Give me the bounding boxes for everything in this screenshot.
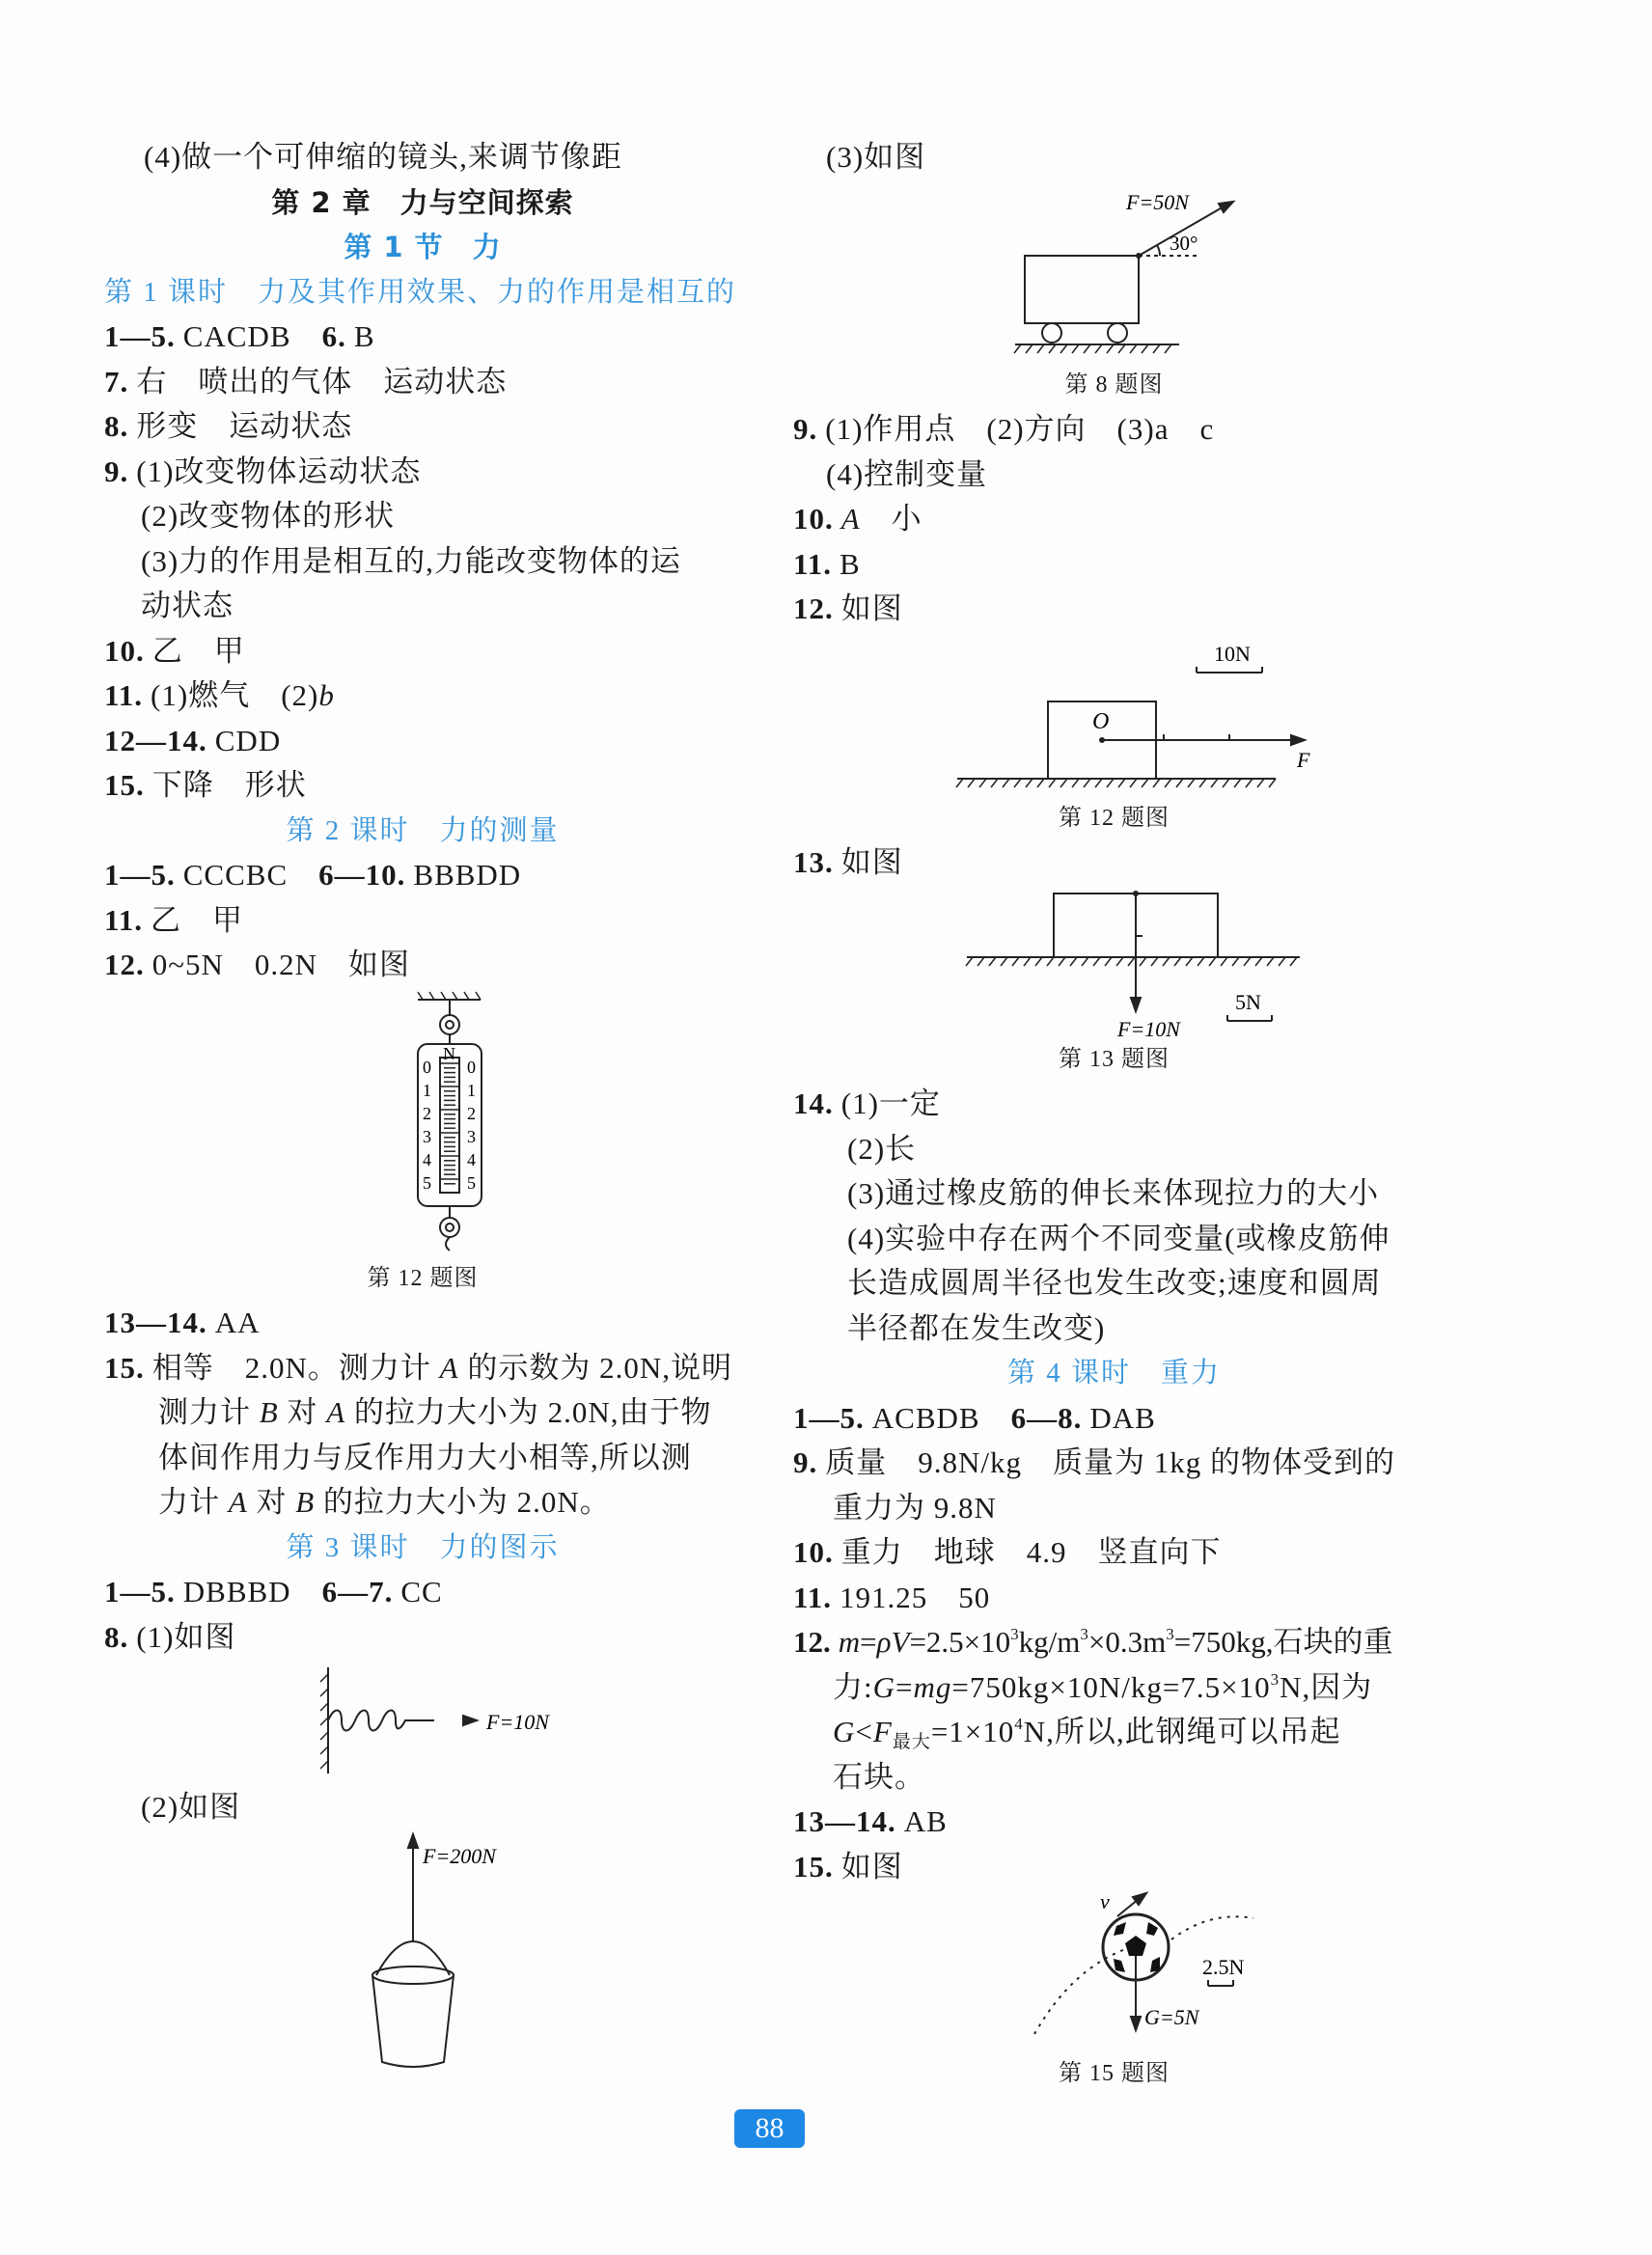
answer-line bbox=[104, 674, 741, 719]
ground-hatch bbox=[1188, 779, 1195, 787]
answer-text: ×0.3m bbox=[1088, 1625, 1167, 1659]
ground-hatch bbox=[1084, 779, 1090, 787]
ground-hatch bbox=[1234, 779, 1241, 787]
answer-line bbox=[793, 1710, 1435, 1755]
answer-text: (3)如图 bbox=[826, 140, 926, 174]
ground-hatch bbox=[1246, 779, 1253, 787]
answer-line bbox=[104, 853, 741, 898]
answer-text: DAB bbox=[1089, 1400, 1156, 1435]
question-number: 9. bbox=[104, 454, 129, 488]
answer-text: B bbox=[353, 319, 375, 353]
lesson-title: 第 4 课时 重力 bbox=[1006, 1358, 1221, 1389]
answer-text: mg bbox=[913, 1669, 952, 1704]
answer-line bbox=[104, 1785, 741, 1830]
ground-hatch bbox=[1140, 957, 1146, 966]
ground-hatch bbox=[1105, 957, 1112, 966]
question-number: 7. bbox=[104, 364, 129, 399]
question-number: 12. bbox=[793, 591, 834, 625]
ground-hatch bbox=[1199, 779, 1206, 787]
ground-hatch bbox=[1130, 779, 1137, 787]
answer-text: 体间作用力与反作用力大小相等,所以测 bbox=[158, 1440, 692, 1474]
answer-line bbox=[104, 360, 741, 405]
answer-text: kg/m bbox=[1018, 1625, 1081, 1659]
answer-line bbox=[104, 315, 741, 360]
question-number: 11. bbox=[104, 678, 144, 712]
question-number: 6—10. bbox=[318, 858, 406, 892]
answer-line bbox=[793, 1441, 1435, 1486]
question-number: 10. bbox=[793, 1535, 834, 1569]
scale-label: 1 bbox=[467, 1080, 476, 1100]
question-number: 8. bbox=[104, 409, 129, 443]
answer-text: B bbox=[295, 1485, 316, 1519]
ground-hatch bbox=[1165, 344, 1171, 353]
answer-text: DBBBD bbox=[182, 1575, 322, 1609]
answer-text: 如图 bbox=[840, 591, 903, 625]
question-number: 11. bbox=[104, 902, 144, 937]
answer-text: b bbox=[318, 678, 335, 712]
ground-hatch bbox=[1024, 957, 1031, 966]
question-number: 15. bbox=[104, 768, 145, 802]
answer-line bbox=[104, 135, 741, 180]
answer-text: 3 bbox=[1166, 1625, 1174, 1643]
ground-hatch bbox=[1049, 344, 1056, 353]
ground-hatch bbox=[1118, 779, 1125, 787]
question-number: 10. bbox=[104, 633, 145, 668]
ground-hatch bbox=[1279, 957, 1285, 966]
answer-text: B bbox=[840, 546, 861, 581]
cart-figure bbox=[793, 180, 1435, 363]
ground-hatch bbox=[1060, 344, 1067, 353]
answer-line bbox=[104, 629, 741, 674]
force-label: F bbox=[1297, 747, 1310, 772]
answer-line bbox=[793, 1306, 1435, 1352]
answer-line bbox=[104, 1390, 741, 1436]
ground-hatch bbox=[1072, 344, 1079, 353]
block-pressure-diagram bbox=[793, 886, 1435, 1037]
scale-label: 3 bbox=[423, 1126, 431, 1146]
ground-hatch bbox=[1221, 957, 1227, 966]
answer-text: (4)实验中存在两个不同变量(或橡皮筋伸 bbox=[847, 1221, 1390, 1255]
question-number: 6—7. bbox=[321, 1575, 394, 1609]
answer-line bbox=[104, 584, 741, 629]
answer-text: =1×10 bbox=[930, 1715, 1015, 1748]
ground-hatch bbox=[1107, 779, 1114, 787]
answer-text: ρV bbox=[876, 1625, 910, 1659]
answer-line bbox=[793, 1665, 1435, 1711]
answer-text: 半径都在发生改变) bbox=[847, 1310, 1106, 1345]
answer-text: A bbox=[326, 1395, 346, 1429]
answer-line bbox=[104, 898, 741, 944]
ground-hatch bbox=[1142, 779, 1148, 787]
gravity-label: G=5N bbox=[1144, 2005, 1199, 2029]
answer-text: AA bbox=[214, 1306, 261, 1339]
answer-line bbox=[793, 587, 1435, 632]
bucket-figure bbox=[104, 1830, 741, 2081]
answer-line bbox=[793, 1576, 1435, 1621]
ground-hatch bbox=[1026, 344, 1032, 353]
answer-text: 质量 9.8N/kg 质量为 1kg 的物体受到的 bbox=[825, 1445, 1395, 1479]
question-number: 11. bbox=[793, 546, 833, 581]
scale-label: 5 bbox=[423, 1172, 431, 1193]
ground-hatch bbox=[1130, 344, 1137, 353]
answer-line bbox=[793, 1261, 1435, 1306]
ground-hatch bbox=[1060, 779, 1067, 787]
answer-text: A bbox=[228, 1485, 248, 1519]
answer-text: (4)做一个可伸缩的镜头,来调节像距 bbox=[144, 140, 622, 174]
answer-text: 4 bbox=[1014, 1715, 1024, 1733]
ground-hatch bbox=[1012, 957, 1019, 966]
answer-line bbox=[104, 539, 741, 585]
ground-hatch bbox=[1070, 957, 1077, 966]
figure-caption: 第 12 题图 bbox=[1059, 805, 1170, 831]
ground-hatch bbox=[1142, 344, 1148, 353]
answer-text: G bbox=[833, 1715, 856, 1748]
ground-hatch bbox=[1211, 779, 1218, 787]
question-number: 1—5. bbox=[104, 1575, 176, 1609]
question-number: 9. bbox=[793, 1445, 818, 1479]
answer-text: = bbox=[860, 1625, 877, 1659]
answer-text: A bbox=[840, 502, 861, 536]
answer-text: 乙 甲 bbox=[151, 902, 244, 937]
scale-label: 4 bbox=[467, 1149, 476, 1169]
ground-hatch bbox=[1082, 957, 1088, 966]
scale-label: 4 bbox=[423, 1149, 431, 1169]
figure-caption: 第 15 题图 bbox=[1059, 2061, 1170, 2086]
football-diagram bbox=[793, 1889, 1435, 2051]
ground-hatch bbox=[956, 779, 963, 787]
answer-text: AB bbox=[903, 1804, 948, 1838]
lesson-title: 第 1 课时 力及其作用效果、力的作用是相互的 bbox=[104, 276, 737, 308]
answer-line bbox=[104, 1615, 741, 1661]
question-number: 15. bbox=[793, 1849, 834, 1884]
angle-label: 30° bbox=[1170, 231, 1198, 255]
question-number: 12—14. bbox=[104, 723, 207, 757]
lesson-title: 第 3 课时 力的图示 bbox=[286, 1531, 560, 1563]
ground-hatch bbox=[1072, 779, 1079, 787]
ground-hatch bbox=[1084, 344, 1090, 353]
ground-hatch bbox=[1014, 344, 1021, 353]
answer-line bbox=[793, 135, 1435, 180]
answer-line bbox=[104, 494, 741, 539]
ground-hatch bbox=[1163, 957, 1170, 966]
answer-text: B bbox=[259, 1395, 279, 1429]
answer-text: F bbox=[872, 1715, 893, 1748]
football-figure bbox=[793, 1889, 1435, 2051]
figure-caption: 第 8 题图 bbox=[1064, 371, 1164, 398]
answer-text: CDD bbox=[214, 723, 282, 757]
ground-hatch bbox=[1223, 779, 1229, 787]
question-number: 1—5. bbox=[104, 858, 176, 892]
section-title: 第 1 节 力 bbox=[344, 231, 502, 263]
question-number: 13—14. bbox=[104, 1306, 207, 1339]
answer-text: 对 bbox=[247, 1485, 296, 1519]
answer-text: CACDB bbox=[182, 319, 322, 353]
answer-line bbox=[793, 1800, 1435, 1845]
block-pull-diagram bbox=[793, 632, 1435, 796]
block-pressure-figure bbox=[793, 886, 1435, 1037]
force-label: F=50N bbox=[1126, 189, 1189, 214]
answer-line bbox=[793, 542, 1435, 588]
cart-diagram bbox=[793, 180, 1435, 363]
ground-hatch bbox=[989, 957, 996, 966]
scale-label: 0 bbox=[423, 1057, 431, 1077]
ground-hatch bbox=[1209, 957, 1216, 966]
question-number: 12. bbox=[793, 1625, 831, 1659]
block-pull-figure bbox=[793, 632, 1435, 796]
answer-text: 0~5N 0.2N 如图 bbox=[151, 948, 411, 981]
answer-text: 右 喷出的气体 运动状态 bbox=[136, 364, 508, 399]
scale-label: 0 bbox=[467, 1057, 476, 1077]
answer-text: 长造成圆周半径也发生改变;速度和圆周 bbox=[847, 1266, 1382, 1300]
ground-hatch bbox=[1095, 344, 1102, 353]
spring-force-diagram bbox=[104, 1660, 741, 1785]
question-number: 12. bbox=[104, 948, 145, 981]
ground-hatch bbox=[1151, 957, 1158, 966]
answer-line bbox=[104, 763, 741, 809]
answer-text: A bbox=[439, 1350, 459, 1385]
answer-text: 下降 形状 bbox=[151, 768, 307, 802]
ground-hatch bbox=[1107, 344, 1114, 353]
answer-line bbox=[104, 1436, 741, 1481]
answer-text: =750kg,石块的重 bbox=[1173, 1625, 1393, 1659]
answer-text: 石块。 bbox=[833, 1759, 925, 1794]
answer-text: (1)一定 bbox=[840, 1086, 941, 1120]
answer-text: 测力计 bbox=[158, 1395, 260, 1429]
ground-hatch bbox=[1049, 779, 1056, 787]
ground-hatch bbox=[1001, 957, 1007, 966]
answer-text: G bbox=[872, 1669, 896, 1704]
scale-label: 10N bbox=[1214, 641, 1251, 666]
ground-hatch bbox=[991, 779, 998, 787]
answer-line bbox=[104, 1346, 741, 1391]
question-number: 13. bbox=[793, 845, 834, 879]
answer-line bbox=[104, 1480, 741, 1526]
answer-text: 3 bbox=[1270, 1669, 1280, 1689]
answer-line bbox=[793, 840, 1435, 886]
question-number: 14. bbox=[793, 1086, 834, 1120]
answer-text: 相等 2.0N。测力计 bbox=[151, 1350, 440, 1385]
answer-line bbox=[793, 497, 1435, 542]
force-label: F=200N bbox=[423, 1843, 496, 1868]
ground-hatch bbox=[1059, 957, 1065, 966]
answer-text: 形变 运动状态 bbox=[136, 409, 353, 443]
ground-hatch bbox=[968, 779, 975, 787]
answer-line bbox=[793, 1486, 1435, 1531]
ground-hatch bbox=[979, 779, 986, 787]
ground-hatch bbox=[1257, 779, 1264, 787]
ground-hatch bbox=[1290, 957, 1297, 966]
answer-line bbox=[793, 1396, 1435, 1442]
answer-line bbox=[793, 1127, 1435, 1172]
answer-text: (1)如图 bbox=[136, 1619, 236, 1654]
answer-text: N,因为 bbox=[1280, 1669, 1373, 1704]
force-label: F=10N bbox=[1117, 1016, 1180, 1037]
answer-text: =2.5×10 bbox=[909, 1625, 1011, 1659]
answer-text: 乙 甲 bbox=[151, 633, 245, 668]
question-number: 1—5. bbox=[104, 319, 176, 353]
answer-text: (2)如图 bbox=[141, 1790, 241, 1824]
answer-text: (3)通过橡皮筋的伸长来体现拉力的大小 bbox=[847, 1176, 1380, 1210]
answer-text: =750kg×10N/kg=7.5×10 bbox=[951, 1669, 1271, 1704]
answer-text: m bbox=[838, 1625, 861, 1659]
answer-text: < bbox=[855, 1715, 873, 1748]
ground-hatch bbox=[1128, 957, 1135, 966]
chapter-title: 第 2 章 力与空间探索 bbox=[271, 185, 574, 219]
ground-hatch bbox=[1093, 957, 1100, 966]
answer-line bbox=[793, 1217, 1435, 1262]
scale-label: 2.5N bbox=[1202, 1955, 1245, 1979]
answer-text: 最大 bbox=[892, 1732, 931, 1752]
answer-line bbox=[104, 1301, 741, 1346]
answer-line bbox=[104, 719, 741, 764]
ground-hatch bbox=[1244, 957, 1251, 966]
question-number: 11. bbox=[793, 1580, 833, 1614]
answer-text: (2)改变物体的形状 bbox=[141, 499, 396, 533]
scale-label: 1 bbox=[423, 1080, 431, 1100]
ground-hatch bbox=[1186, 957, 1193, 966]
answer-text: BBBDD bbox=[413, 858, 522, 892]
ground-hatch bbox=[1198, 957, 1204, 966]
answer-text: (1)作用点 (2)方向 (3)a c bbox=[825, 412, 1215, 446]
answer-line bbox=[793, 1845, 1435, 1890]
answer-line bbox=[104, 1570, 741, 1615]
answer-text: 3 bbox=[1080, 1625, 1088, 1643]
answer-line bbox=[104, 404, 741, 450]
answer-text: 3 bbox=[1010, 1625, 1019, 1643]
question-number: 8. bbox=[104, 1619, 129, 1654]
ground-hatch bbox=[1165, 779, 1171, 787]
ground-hatch bbox=[1153, 344, 1160, 353]
answer-text: 的示数为 2.0N,说明 bbox=[458, 1350, 732, 1385]
unit-label: N bbox=[443, 1043, 455, 1063]
question-number: 10. bbox=[793, 502, 834, 536]
answer-text: 对 bbox=[278, 1395, 327, 1429]
answer-line bbox=[793, 1171, 1435, 1217]
ground-hatch bbox=[1174, 957, 1181, 966]
ground-hatch bbox=[1255, 957, 1262, 966]
scale-label: 2 bbox=[467, 1103, 476, 1123]
answer-text: 如图 bbox=[840, 845, 903, 879]
ground-hatch bbox=[1035, 957, 1042, 966]
answer-text: (1)改变物体运动状态 bbox=[136, 454, 422, 488]
origin-label: O bbox=[1092, 708, 1110, 734]
bucket-diagram bbox=[104, 1830, 741, 2081]
spring-scale-diagram bbox=[104, 988, 741, 1256]
left-column bbox=[104, 135, 741, 2081]
scale-label: 3 bbox=[467, 1126, 476, 1146]
answer-line bbox=[104, 450, 741, 495]
answer-text: 191.25 50 bbox=[840, 1580, 991, 1614]
answer-text: (4)控制变量 bbox=[826, 456, 988, 491]
question-number: 6. bbox=[321, 319, 346, 353]
answer-text: 小 bbox=[860, 502, 922, 536]
ground-hatch bbox=[1037, 344, 1044, 353]
ground-hatch bbox=[1014, 779, 1021, 787]
question-number: 9. bbox=[793, 412, 818, 446]
answer-line bbox=[793, 1082, 1435, 1127]
answer-text: 重力为 9.8N bbox=[833, 1490, 997, 1525]
lesson-title: 第 2 课时 力的测量 bbox=[286, 814, 560, 846]
answer-text: 动状态 bbox=[141, 589, 234, 622]
question-number: 15. bbox=[104, 1350, 145, 1385]
answer-text: 的拉力大小为 2.0N,由于物 bbox=[345, 1395, 712, 1429]
scale-label: 2 bbox=[423, 1103, 431, 1123]
answer-text: CC bbox=[400, 1575, 443, 1609]
answer-text: 如图 bbox=[840, 1849, 903, 1884]
ground-hatch bbox=[1153, 779, 1160, 787]
scale-label: 5 bbox=[467, 1172, 476, 1193]
ground-hatch bbox=[1269, 779, 1276, 787]
ground-hatch bbox=[966, 957, 973, 966]
scale-label: 5N bbox=[1235, 989, 1261, 1014]
figure-caption: 第 13 题图 bbox=[1059, 1046, 1170, 1072]
answer-text: (1)燃气 (2) bbox=[151, 678, 319, 712]
answer-text: = bbox=[895, 1669, 914, 1704]
ground-hatch bbox=[1047, 957, 1054, 966]
answer-text: (3)力的作用是相互的,力能改变物体的运 bbox=[141, 543, 681, 578]
spring-scale-figure bbox=[104, 988, 741, 1256]
ground-hatch bbox=[977, 957, 984, 966]
ground-hatch bbox=[1116, 957, 1123, 966]
page-number: 88 bbox=[734, 2109, 805, 2148]
ground-hatch bbox=[1095, 779, 1102, 787]
answer-text: N,所以,此钢绳可以吊起 bbox=[1023, 1715, 1341, 1748]
answer-line bbox=[793, 1530, 1435, 1576]
spring-force-figure bbox=[104, 1660, 741, 1785]
question-number: 6—8. bbox=[1010, 1400, 1083, 1435]
ground-hatch bbox=[1267, 957, 1274, 966]
force-label: F=10N bbox=[486, 1710, 549, 1734]
answer-line bbox=[793, 1620, 1435, 1665]
answer-line bbox=[104, 943, 741, 988]
figure-caption: 第 12 题图 bbox=[367, 1265, 479, 1291]
answer-text: CCCBC bbox=[182, 858, 319, 892]
question-number: 13—14. bbox=[793, 1804, 896, 1838]
answer-line bbox=[793, 407, 1435, 453]
question-number: 1—5. bbox=[793, 1400, 865, 1435]
answer-text: ACBDB bbox=[871, 1400, 1011, 1435]
answer-text: 的拉力大小为 2.0N。 bbox=[315, 1485, 611, 1519]
answer-text: 力计 bbox=[158, 1485, 229, 1519]
ground-hatch bbox=[1003, 779, 1009, 787]
ground-hatch bbox=[1118, 344, 1125, 353]
answer-line bbox=[793, 453, 1435, 498]
ground-hatch bbox=[1037, 779, 1044, 787]
answer-text: (2)长 bbox=[847, 1131, 917, 1166]
answer-text: 力: bbox=[833, 1669, 873, 1704]
ground-hatch bbox=[1026, 779, 1032, 787]
ground-hatch bbox=[1176, 779, 1183, 787]
velocity-label: v bbox=[1100, 1889, 1110, 1913]
right-column bbox=[793, 135, 1435, 2097]
ground-hatch bbox=[1232, 957, 1239, 966]
answer-text: 重力 地球 4.9 竖直向下 bbox=[840, 1535, 1222, 1569]
answer-line bbox=[793, 1755, 1435, 1801]
